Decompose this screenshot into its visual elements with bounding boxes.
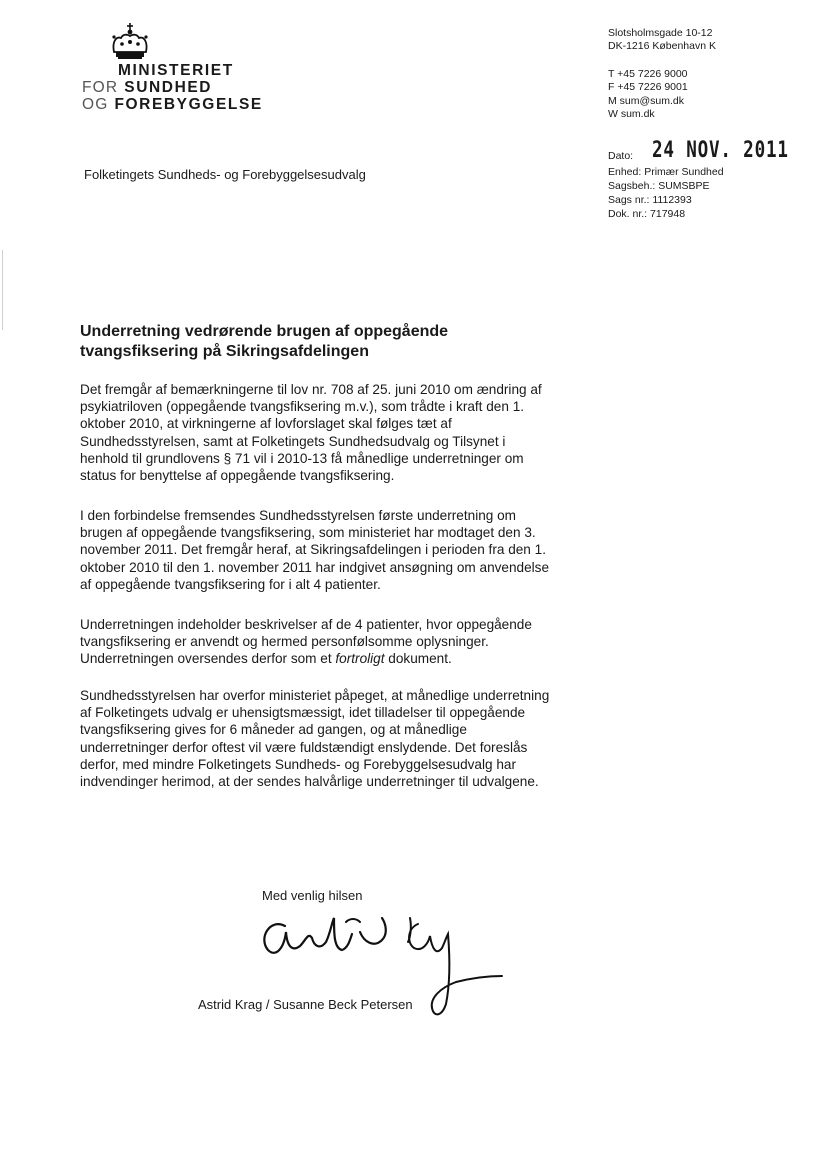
closing: Med venlig hilsen <box>262 888 363 903</box>
p3-last-prefix: Underretningen oversendes derfor som et <box>80 651 336 667</box>
sender-phone: T +45 7226 9000 <box>608 68 688 80</box>
logo-line-3 <box>82 96 263 114</box>
sender-email: M sum@sum.dk <box>608 95 685 107</box>
signers: Astrid Krag / Susanne Beck Petersen <box>198 997 413 1012</box>
paragraph-line: henhold til grundlovens § 71 vil i 2010-13 få månedlige underretninger om <box>80 450 524 466</box>
paragraph-line <box>80 650 560 667</box>
paragraph-line: Sundhedsstyrelsen, samt at Folketingets Sundhedsudvalg og Tilsynet i <box>80 433 506 449</box>
sender-fax: F +45 7226 9001 <box>608 81 688 93</box>
logo-line-2 <box>82 79 212 97</box>
logo-line-1: MINISTERIET <box>118 62 234 79</box>
paragraph-line: Sundhedsstyrelsen har overfor ministeriet påpeget, at månedlige underretning <box>80 688 550 703</box>
confidential-word: fortroligt <box>335 651 385 667</box>
paragraph-line: oktober 2010, at virkningerne af lovforslaget skal følges tæt af <box>80 416 452 432</box>
paragraph-line: Det fremgår af bemærkningerne til lov nr. 708 af 25. juni 2010 om ændring af <box>80 382 542 397</box>
crown-logo-icon <box>108 22 152 62</box>
paragraph-line: I den forbindelse fremsendes Sundhedsstyrelsen første underretning om <box>80 508 516 523</box>
sender-city: DK-1216 København K <box>608 40 716 52</box>
paragraph-line: af Folketingets udvalg er uhensigtsmæssigt, idet tilladelser til oppegående <box>80 705 526 721</box>
paragraph-line: tvangsfiksering er anvendt og hermed personfølsomme oplysninger. <box>80 634 489 650</box>
letter-title <box>80 322 550 362</box>
paragraph-line: underretninger derfor oftest vil være fuldstændigt enslydende. Det foreslås <box>80 739 528 755</box>
meta-doc-no: Dok. nr.: 717948 <box>608 208 686 220</box>
logo-line-2-prefix: FOR <box>82 79 119 96</box>
title-line-1: Underretning vedrørende brugen af oppegående <box>80 323 449 340</box>
paragraph-line: indvendinger herimod, at der sendes halvårlige underretninger til udvalgene. <box>80 774 539 790</box>
paragraph-4 <box>80 687 560 790</box>
logo-line-3-prefix: OG <box>82 96 109 113</box>
paragraph-3 <box>80 616 560 668</box>
logo-line-3-main: FOREBYGGELSE <box>114 96 263 113</box>
paragraph-line: brugen af oppegående tvangsfiksering, som ministeriet har modtaget den 3. <box>80 525 536 541</box>
meta-unit: Enhed: Primær Sundhed <box>608 166 724 178</box>
paragraph-line: derfor, med mindre Folketingets Sundheds- og Forebyggelsesudvalg har <box>80 756 517 772</box>
date-stamp: 24 NOV. 2011 <box>652 138 789 163</box>
paragraph-1 <box>80 381 560 484</box>
date-label: Dato: <box>608 150 634 162</box>
paragraph-line: oktober 2010 til den 1. november 2011 har indgivet ansøgning om anvendelse <box>80 559 550 575</box>
logo-line-2-main: SUNDHED <box>124 79 213 96</box>
paragraph-line: Underretningen indeholder beskrivelser af de 4 patienter, hvor oppegående <box>80 617 532 632</box>
p3-last-suffix: dokument. <box>384 651 452 667</box>
paragraph-line: af oppegående tvangsfiksering for i alt 4 patienter. <box>80 576 381 592</box>
recipient: Folketingets Sundheds- og Forebyggelsesudvalg <box>84 167 366 182</box>
sender-web: W sum.dk <box>608 108 655 120</box>
meta-case-handler: Sagsbeh.: SUMSBPE <box>608 180 710 192</box>
paragraph-line: psykiatriloven (oppegående tvangsfiksering m.v.), som trådte i kraft den 1. <box>80 399 525 415</box>
paragraph-2 <box>80 507 560 593</box>
paragraph-line: tvangsfiksering gives for 6 måneder ad gangen, og at månedlige <box>80 722 467 738</box>
title-line-2: tvangsfiksering på Sikringsafdelingen <box>80 343 369 360</box>
paragraph-line: status for benyttelse af oppegående tvangsfiksering. <box>80 468 395 484</box>
meta-case-no: Sags nr.: 1112393 <box>608 194 692 206</box>
paragraph-line: november 2011. Det fremgår heraf, at Sikringsafdelingen i perioden fra den 1. <box>80 542 546 558</box>
sender-street: Slotsholmsgade 10-12 <box>608 27 713 39</box>
scan-edge-mark <box>2 250 3 330</box>
